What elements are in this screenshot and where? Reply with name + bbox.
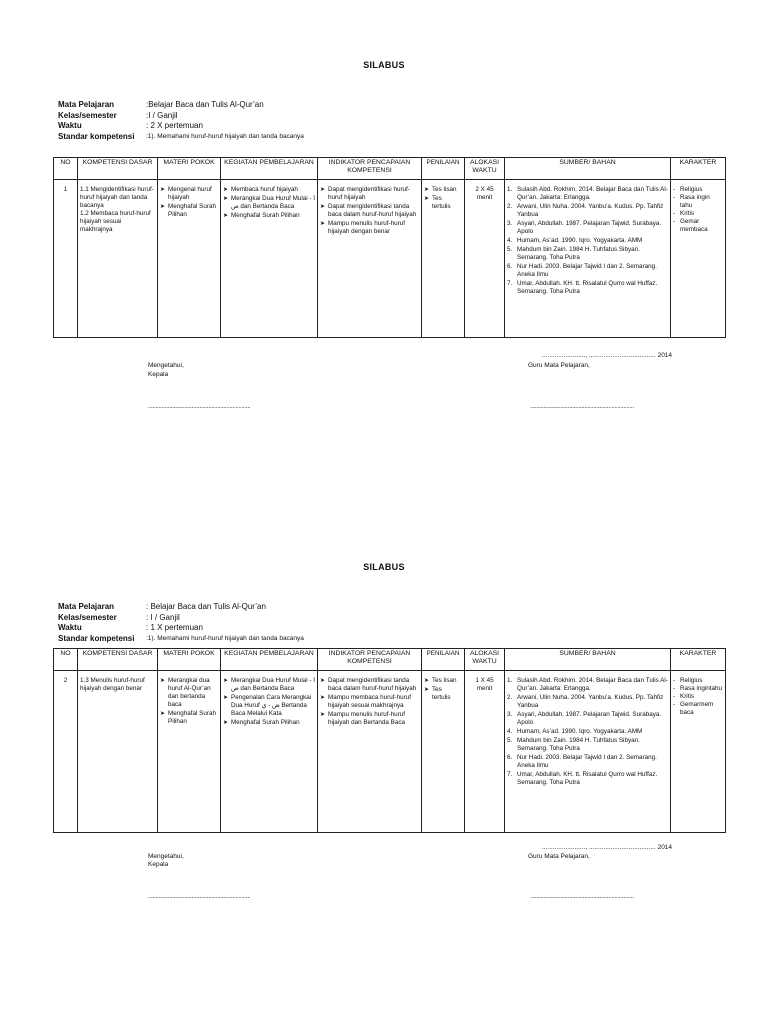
header-cell: KOMPETENSI DASAR [78,158,158,180]
signature-line-left: .................................................................... [148,403,251,410]
meta-key: Kelas/semester [58,110,117,120]
no-cell: 2 [54,671,78,833]
table-row [54,180,726,338]
list-item: Umar, Abdullah. KH. tt. Risalatul Qurro wal Huffaz. Semarang. Toha Putra [517,771,658,786]
list-item: Sulasih Abd. Rokhim. 2014. Belajar Baca dan Tulis Al-Qur’an. Jakarta: Erlangga. [517,677,668,692]
meta-key: Standar kompetensi [58,633,135,643]
no-cell: 1 [54,180,78,338]
list-item: Menghafal Surah Pilihan [231,719,300,726]
list-item: Tes lisan [432,677,457,684]
list-item: Mahdum bin Zain. 1984 H. Tuhfatus Sibyan. Semarang. Toha Putra [517,246,640,261]
syllabus-table [53,157,726,338]
meta-key: Mata Pelajaran [58,602,115,611]
header-cell: KEGIATAN PEMBELAJARAN [221,649,318,671]
signature-line-left: .................................................................... [148,893,251,900]
list-item: Umar, Abdullah. KH. tt. Risalatul Qurro wal Huffaz. Semarang. Toha Putra [517,280,658,295]
syllabus-page-1 [0,0,768,500]
meta-block [58,100,304,142]
list-item: Merangkai Dua Huruf Mulai ا - ص dan Bertanda Baca [231,195,316,210]
list-item: Merangkai dua huruf Al-Qur’an dan bertanda baca [168,677,211,708]
header-cell: SUMBER/ BAHAN [505,158,671,180]
arrow-bullet-icon: ➤ [320,204,326,210]
arrow-bullet-icon: ➤ [320,221,326,227]
meta-value: :I / Ganjil [146,110,178,120]
list-item: Asyari, Abdullah. 1987. Pelajaran Tajwid. Surabaya. Apolo [517,711,662,726]
list-item: Kritis [680,693,694,700]
penilaian-cell [422,180,465,338]
list-item: Nur Hadi. 2003. Belajar Tajwid I dan 2. Semarang. Aneka Ilmu [517,263,657,278]
list-item: Dapat mengidentifikasi huruf-huruf hijaiyah [328,186,410,201]
list-item: Gemar membaca [680,218,708,233]
alokasi-cell: 1 X 45 menit [465,671,505,833]
list-item: Mampu membaca huruf-huruf hijaiyah sesuai makhrajnya [328,694,411,709]
list-item: Sulasih Abd. Rokhim. 2014. Belajar Baca dan Tulis Al-Qur’an. Jakarta: Erlangga. [517,186,668,201]
meta-key: Waktu [58,623,82,632]
header-cell: ALOKASI WAKTU [465,649,505,671]
kompetensi-cell [78,180,158,338]
meta-value: : 2 X pertemuan [146,121,203,130]
arrow-bullet-icon: ➤ [320,695,326,701]
list-item: Mengenal huruf hijaiyah [168,186,212,201]
header-cell: PENILAIAN [422,649,465,671]
sign-left: Mengetahui, [148,362,184,369]
arrow-bullet-icon: ➤ [424,687,430,693]
list-item: Gemarmem baca [680,701,714,716]
list-item: Rasa ingintahu [680,685,723,692]
meta-value: : I / Ganjil [146,612,180,622]
kegiatan-cell [221,671,318,833]
header-cell: PENILAIAN [422,158,465,180]
header-cell: KOMPETENSI DASAR [78,649,158,671]
arrow-bullet-icon: ➤ [424,196,430,202]
table-header-row [54,649,726,671]
sign-date: ........................, ..................................... 2014 [542,352,673,359]
header-cell: NO [54,158,78,180]
header-cell: INDIKATOR PENCAPAIAN KOMPETENSI [318,158,422,180]
sign-left: Mengetahui, [148,853,184,860]
list-item: Merangkai Dua Huruf Mulai ا - ص dan Bertanda Baca [231,677,316,692]
page-title: SILABUS [363,562,405,572]
meta-value: :Belajar Baca dan Tulis Al-Qur’an [146,100,264,109]
arrow-bullet-icon: ➤ [424,678,430,684]
kompetensi-cell [78,671,158,833]
header-cell: INDIKATOR PENCAPAIAN KOMPETENSI [318,649,422,671]
penilaian-cell [422,671,465,833]
meta-key: Kelas/semester [58,612,117,622]
list-item: Menghafal Surah Pilihan [168,203,216,218]
arrow-bullet-icon: ➤ [320,187,326,193]
list-item: Rasa ingin tahu [680,194,710,209]
list-item: Tes tertulis [432,195,451,210]
indikator-cell [318,180,422,338]
list-item: Arwani, Ulin Nuha. 2004. Yanbu’a. Kudus. Pp. Tahfiz Yanbua [517,203,664,218]
list-item: Mampu menulis huruf-huruf hijaiyah dengan benar [328,220,405,235]
list-item: Menghafal Surah Pilihan [168,710,216,725]
arrow-bullet-icon: ➤ [160,204,166,210]
list-item: 1.2 Membaca huruf-huruf hijaiyah sesuai makhrajnya [80,210,151,233]
list-item: Arwani, Ulin Nuha. 2004. Yanbu’a. Kudus. Pp. Tahfiz Yanbua [517,694,664,709]
alokasi-cell: 2 X 45 menit [465,180,505,338]
table-row [54,671,726,833]
arrow-bullet-icon: ➤ [223,213,229,219]
materi-cell [158,180,221,338]
arrow-bullet-icon: ➤ [223,187,229,193]
list-item: Religius [680,186,703,193]
header-cell: MATERI POKOK [158,158,221,180]
meta-value: : 1 X pertemuan [146,623,203,632]
meta-block [58,602,304,644]
list-item: 1.1 Mengidentifikasi huruf-huruf hijaiyah dan tanda bacanya [80,186,154,209]
syllabus-page-2 [0,502,768,1002]
list-item: Humam, As’ad. 1990. Iqro. Yogyakarta. AMM [517,728,643,735]
list-item: Dapat mengidentifikasi tanda baca dalam huruf-huruf hijaiyah [328,203,417,218]
list-item: Tes lisan [432,186,457,193]
table-header-row [54,158,726,180]
meta-key: Mata Pelajaran [58,100,115,109]
arrow-bullet-icon: ➤ [223,720,229,726]
arrow-bullet-icon: ➤ [320,712,326,718]
header-cell: MATERI POKOK [158,649,221,671]
arrow-bullet-icon: ➤ [223,678,229,684]
arrow-bullet-icon: ➤ [223,695,229,701]
meta-value: :1). Memahami huruf-huruf hijaiyah dan tanda bacanya [146,132,304,140]
list-item: Pengenalan Cara Merangkai Dua Huruf ض - ي Bertanda Baca Melalui Kata [231,694,312,717]
signature-line-right: ..................................................................... [530,403,634,410]
list-item: Religius [680,677,703,684]
list-item: Dapat mengidentifikasi tanda baca dalam huruf-huruf hijaiyah [328,677,417,692]
header-cell: KARAKTER [671,158,726,180]
list-item: Mampu menulis huruf-huruf hijaiyah dan Bertanda Baca [328,711,406,726]
header-cell: SUMBER/ BAHAN [505,649,671,671]
page-title: SILABUS [363,60,405,70]
materi-cell [158,671,221,833]
kegiatan-cell [221,180,318,338]
header-cell: KARAKTER [671,649,726,671]
indikator-cell [318,671,422,833]
meta-value: : Belajar Baca dan Tulis Al-Qur’an [146,602,266,611]
header-cell: ALOKASI WAKTU [465,158,505,180]
arrow-bullet-icon: ➤ [424,187,430,193]
list-item: Kritis [680,210,694,217]
sign-right: Guru Mata Pelajaran, [528,362,590,369]
sign-left-title: Kepala [148,371,169,378]
arrow-bullet-icon: ➤ [160,187,166,193]
arrow-bullet-icon: ➤ [223,196,229,202]
list-item: 1.3 Menulis huruf-huruf hijaiyah dengan benar [80,677,145,692]
list-item: Asyari, Abdullah. 1987. Pelajaran Tajwid. Surabaya. Apolo [517,220,662,235]
list-item: Membaca huruf hijaiyah [231,186,298,193]
karakter-cell: - Religius - Rasa ingintahu - Kritis - Gemarmem baca [671,671,726,833]
meta-value: :1). Memahami huruf-huruf hijaiyah dan tanda bacanya [146,634,304,642]
karakter-cell: - Religius - Rasa ingin tahu - Kritis - Gemar membaca [671,180,726,338]
meta-key: Standar kompetensi [58,131,135,141]
list-item: Humam, As’ad. 1990. Iqro. Yogyakarta. AMM [517,237,643,244]
header-cell: NO [54,649,78,671]
list-item: Tes tertulis [432,686,451,701]
sign-left-title: Kepala [148,861,169,868]
list-item: Mahdum bin Zain. 1984 H. Tuhfatus Sibyan. Semarang. Toha Putra [517,737,640,752]
sumber-cell: 1. Sulasih Abd. Rokhim. 2014. Belajar Baca dan Tulis Al-Qur’an. Jakarta: Erlangga. 2. Arwani, Ulin Nuha. 2004. Yanbu’a. Kudus. Pp. Tahfiz Yanbua 3. Asyari, Abdullah. 1987. Pelajaran Tajwid. Surabaya. Apolo 4. Humam, As’ad. 1990. Iqro. Yogyakarta. AMM 5. Mahdum bin Zain. 1984 H. Tuhfatus Sibyan. Semarang. Toha Putra 6. Nur Hadi. 2003. Belajar Tajwid I dan 2. Semarang. Aneka Ilmu 7. Umar, Abdullah. KH. tt. Risalatul Qurro wal Huffaz. Semarang. Toha Putra [505,671,671,833]
signature-line-right: ..................................................................... [530,893,634,900]
sumber-cell: 1. Sulasih Abd. Rokhim. 2014. Belajar Baca dan Tulis Al-Qur’an. Jakarta: Erlangga. 2. Arwani, Ulin Nuha. 2004. Yanbu’a. Kudus. Pp. Tahfiz Yanbua 3. Asyari, Abdullah. 1987. Pelajaran Tajwid. Surabaya. Apolo 4. Humam, As’ad. 1990. Iqro. Yogyakarta. AMM 5. Mahdum bin Zain. 1984 H. Tuhfatus Sibyan. Semarang. Toha Putra 6. Nur Hadi. 2003. Belajar Tajwid I dan 2. Semarang. Aneka Ilmu 7. Umar, Abdullah. KH. tt. Risalatul Qurro wal Huffaz. Semarang. Toha Putra [505,180,671,338]
arrow-bullet-icon: ➤ [160,678,166,684]
header-cell: KEGIATAN PEMBELAJARAN [221,158,318,180]
syllabus-table [53,648,726,833]
arrow-bullet-icon: ➤ [160,711,166,717]
sign-date: ........................, ..................................... 2014 [542,844,673,851]
list-item: Menghafal Surah Pilihan [231,212,300,219]
sign-right: Guru Mata Pelajaran, [528,853,590,860]
meta-key: Waktu [58,121,82,130]
list-item: Nur Hadi. 2003. Belajar Tajwid I dan 2. Semarang. Aneka Ilmu [517,754,657,769]
arrow-bullet-icon: ➤ [320,678,326,684]
